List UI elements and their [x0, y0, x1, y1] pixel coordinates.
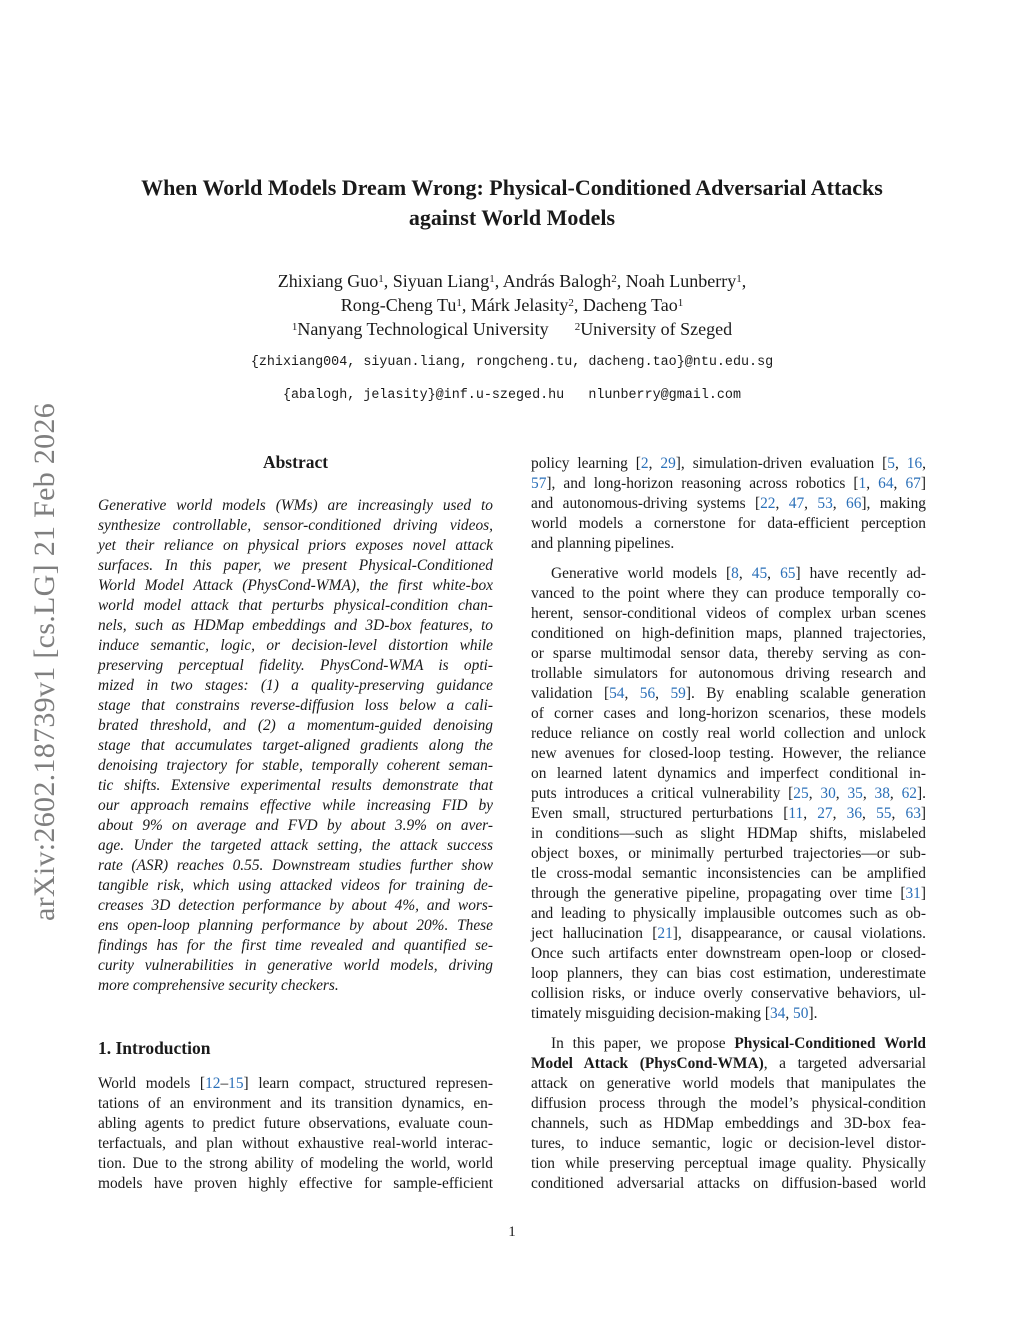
text-line: nels, such as HDMap embeddings and 3D-box features, to	[98, 617, 493, 634]
text-line: World models [12–15] learn compact, structured represen-	[98, 1075, 493, 1092]
text-line: tion. Due to the strong ability of modeling the world, world	[98, 1155, 493, 1172]
text-line: conditioned adversarial attacks on diffusion-based world	[531, 1175, 926, 1192]
text-segment: , a targeted adversarial	[763, 1055, 927, 1072]
text-line: tle cross-modal semantic inconsistencies can be amplified	[531, 865, 926, 882]
text-line: induce semantic, logic, or decision-level distortion while	[98, 637, 493, 654]
bold-text: Model Attack (PhysCond-WMA)	[531, 1055, 764, 1072]
text-line: world models a cornerstone for data-efficient perception	[531, 515, 926, 532]
title-line-1: When World Models Dream Wrong: Physical-Conditioned Adversarial Attacks	[141, 175, 883, 200]
citation-link[interactable]: 22	[760, 495, 776, 512]
text-line: Generative world models (WMs) are increasingly used to	[98, 497, 493, 514]
citation-link[interactable]: 59	[670, 685, 686, 702]
authors-line-2: Rong-Cheng Tu$^1$, Márk Jelasity$^2$, Dacheng Tao$^1$	[340, 295, 684, 315]
arxiv-identifier: arXiv:2602.18739v1 [cs.LG] 21 Feb 2026	[28, 402, 61, 922]
citation-link[interactable]: 47	[788, 495, 805, 512]
citation-link[interactable]: 63	[905, 805, 921, 822]
text-line: world model attack that perturbs physical-condition chan-	[98, 597, 493, 614]
citation-link[interactable]: 36	[846, 805, 863, 822]
right-paragraph-3	[531, 1034, 926, 1194]
text-line: rate (ASR) reaches 0.55. Downstream studies further show	[98, 857, 493, 874]
paper-title	[60, 173, 964, 233]
affiliation-mark: 1	[677, 297, 684, 309]
citation-link[interactable]: 53	[817, 495, 833, 512]
citation-link[interactable]: 67	[905, 475, 921, 492]
text-line: tures, to induce semantic, logic or decision-level distor-	[531, 1135, 926, 1152]
text-line: reduce reliance on costly real world collection and unlock	[531, 725, 926, 742]
author: Zhixiang Guo	[277, 271, 379, 291]
introduction-paragraph	[98, 1074, 493, 1194]
text-line: on learned latent dynamics and imperfect conditional in-	[531, 765, 926, 782]
text-line: creases 3D detection performance by about 4%, and wors-	[98, 897, 493, 914]
text-line: terfactuals, and plan without exhaustive real-world interac-	[98, 1135, 493, 1152]
authors-line-1: Zhixiang Guo$^1$, Siyuan Liang$^1$, András Balogh$^2$, Noah Lunberry$^1$,	[277, 271, 747, 291]
text-line: 57], and long-horizon reasoning across robotics [1, 64, 67]	[531, 475, 926, 492]
citation-link[interactable]: 5	[887, 455, 895, 472]
author: Márk Jelasity	[470, 295, 569, 315]
text-line: stage that accumulates target-aligned gradients along the	[98, 737, 493, 754]
citation-link[interactable]: 50	[793, 1005, 809, 1022]
text-line: new avenues for closed-loop testing. However, the reliance	[531, 745, 926, 762]
text-line: timately misguiding decision-making [34, 50].	[531, 1005, 818, 1022]
text-line: loop planners, they can bias cost estimation, underestimate	[531, 965, 926, 982]
bold-text: Physical-Conditioned World	[734, 1035, 926, 1052]
text-line: or sparse multimodal sensor data, thereby serving as con-	[531, 645, 926, 662]
citation-link[interactable]: 55	[876, 805, 892, 822]
text-line: Even small, structured perturbations [11, 27, 36, 55, 63]	[531, 805, 927, 822]
text-line: puts introduces a critical vulnerability [25, 30, 35, 38, 62].	[531, 785, 926, 802]
text-line: attack on generative world models that manipulates the	[531, 1075, 926, 1092]
citation-link[interactable]: 12	[205, 1075, 221, 1092]
citation-link[interactable]: 62	[901, 785, 917, 802]
text-line: herent, sensor-conditional videos of complex urban scenes	[531, 605, 926, 622]
author: Noah Lunberry	[625, 271, 737, 291]
text-line: tangible risk, which using attacked videos for training de-	[98, 877, 493, 894]
citation-link[interactable]: 31	[905, 885, 921, 902]
right-paragraph-1	[531, 454, 926, 554]
author-block	[100, 269, 924, 341]
text-line: synthesize controllable, sensor-conditioned driving videos,	[98, 517, 493, 534]
author: András Balogh	[502, 271, 612, 291]
introduction-heading: 1. Introduction	[98, 1038, 211, 1058]
abstract-heading: Abstract	[262, 452, 329, 472]
text-line: mized in two stages: (1) a quality-preserving guidance	[98, 677, 493, 694]
text-line	[531, 1034, 926, 1054]
citation-link[interactable]: 30	[820, 785, 836, 802]
citation-link[interactable]: 57	[531, 475, 547, 492]
affiliation-mark: 2	[574, 321, 581, 333]
text-line: World Model Attack (PhysCond-WMA), the first white-box	[98, 577, 493, 594]
text-line: and planning pipelines.	[531, 535, 675, 552]
text-line: and autonomous-driving systems [22, 47, 53, 66], making	[531, 495, 926, 512]
citation-link[interactable]: 35	[847, 785, 863, 802]
citation-link[interactable]: 21	[657, 925, 673, 942]
text-line: policy learning [2, 29], simulation-driven evaluation [5, 16,	[531, 455, 926, 472]
author: Rong-Cheng Tu	[340, 295, 457, 315]
citation-link[interactable]: 27	[817, 805, 833, 822]
text-line: object boxes, or minimally perturbed trajectories—or sub-	[531, 845, 926, 862]
affiliation-mark: 1	[489, 273, 495, 285]
right-paragraph-2	[531, 564, 926, 1024]
text-line: conditioned on high-definition maps, planned trajectories,	[531, 625, 926, 642]
citation-link[interactable]: 15	[228, 1075, 244, 1092]
text-line: ject hallucination [21], disappearance, or causal violations.	[531, 925, 926, 942]
affiliation-mark: 2	[611, 273, 617, 285]
abstract-body	[98, 496, 493, 996]
text-line: surfaces. In this paper, we present Physical-Conditioned	[98, 557, 493, 574]
citation-link[interactable]: 64	[878, 475, 894, 492]
text-line: age. Under the targeted attack setting, the attack success	[98, 837, 493, 854]
text-line: tations of an environment and its transition dynamics, en-	[98, 1095, 493, 1112]
affiliations	[100, 317, 924, 341]
text-line: denoising trajectory for stable, temporally coherent seman-	[98, 757, 493, 774]
text-line	[531, 1054, 926, 1074]
text-line: in conditions—such as slight HDMap shifts, mislabeled	[531, 825, 926, 842]
affiliation-mark: 1	[291, 321, 298, 333]
text-line: ens open-loop planning performance by about 20%. These	[98, 917, 493, 934]
text-line: validation [54, 56, 59]. By enabling scalable generation	[531, 685, 926, 702]
text-line: and leading to physically implausible outcomes such as ob-	[531, 905, 926, 922]
text-line: brated threshold, and (2) a momentum-guided denoising	[98, 717, 493, 734]
text-line: models have proven highly effective for sample-efficient	[98, 1175, 493, 1192]
text-line: abling agents to predict future observations, evaluate coun-	[98, 1115, 493, 1132]
citation-link[interactable]: 8	[731, 565, 739, 582]
text-line: stage that constrains reverse-diffusion loss below a cali-	[98, 697, 493, 714]
text-line: vanced to the point where they can produce temporally co-	[531, 585, 926, 602]
citation-link[interactable]: 29	[660, 455, 676, 472]
citation-link[interactable]: 25	[793, 785, 809, 802]
email-line-1: {zhixiang004, siyuan.liang, rongcheng.tu, dacheng.tao}@ntu.edu.sg	[250, 355, 774, 370]
citation-link[interactable]: 56	[639, 685, 656, 702]
text-line: about 9% on average and FVD by about 3.9% on aver-	[98, 817, 493, 834]
text-line: through the generative pipeline, propagating over time [31]	[531, 885, 926, 902]
text-line: of corner cases and long-horizon scenarios, these models	[531, 705, 926, 722]
citation-link[interactable]: 1	[858, 475, 867, 492]
text-line: Generative world models [8, 45, 65] have recently ad-	[551, 565, 926, 582]
citation-link[interactable]: 2	[640, 455, 649, 472]
affiliation: Nanyang Technological University	[297, 319, 549, 339]
text-line: trollable simulators for autonomous driving research and	[531, 665, 926, 682]
text-line: our approach remains effective while increasing FID by	[98, 797, 493, 814]
text-line: channels, such as HDMap embeddings and 3D-box fea-	[531, 1115, 926, 1132]
affiliation-mark: 1	[378, 273, 384, 285]
citation-link[interactable]: 11	[788, 805, 804, 822]
text-line: more comprehensive security checkers.	[98, 977, 339, 994]
citation-link[interactable]: 16	[906, 455, 923, 472]
email-line-2: {abalogh, jelasity}@inf.u-szeged.hu nlunberry@gmail.com	[282, 388, 742, 403]
text-line: preserving perceptual fidelity. PhysCond-WMA is opti-	[98, 657, 493, 674]
citation-link[interactable]: 38	[874, 785, 890, 802]
text-line: curity vulnerabilities in generative world models, driving	[98, 957, 493, 974]
text-line: tion while preserving perceptual image quality. Physically	[531, 1155, 926, 1172]
text-line: Once such artifacts enter downstream open-loop or closed-	[531, 945, 926, 962]
affiliation: University of Szeged	[580, 319, 733, 339]
author: Siyuan Liang	[392, 271, 490, 291]
citation-link[interactable]: 54	[609, 685, 625, 702]
text-line: tic shifts. Extensive experimental results demonstrate that	[98, 777, 493, 794]
text-line: yet their reliance on physical priors exposes novel attack	[98, 537, 493, 554]
text-line: findings has for the first time revealed and quantified se-	[98, 937, 493, 954]
text-line: diffusion process through the model’s physical-condition	[531, 1095, 926, 1112]
affiliation-mark: 1	[736, 273, 742, 285]
affiliation-mark: 2	[568, 297, 574, 309]
title-line-2: against World Models	[408, 205, 616, 230]
page-number: 1	[508, 1224, 516, 1240]
citation-link[interactable]: 45	[751, 565, 768, 582]
author: Dacheng Tao	[582, 295, 678, 315]
affiliation-mark: 1	[456, 297, 462, 309]
citation-link[interactable]: 65	[780, 565, 796, 582]
citation-link[interactable]: 34	[769, 1005, 786, 1022]
text-segment: In this paper, we propose	[551, 1035, 735, 1052]
citation-link[interactable]: 66	[846, 495, 862, 512]
text-line: collision risks, or induce overly conservative behaviors, ul-	[531, 985, 926, 1002]
